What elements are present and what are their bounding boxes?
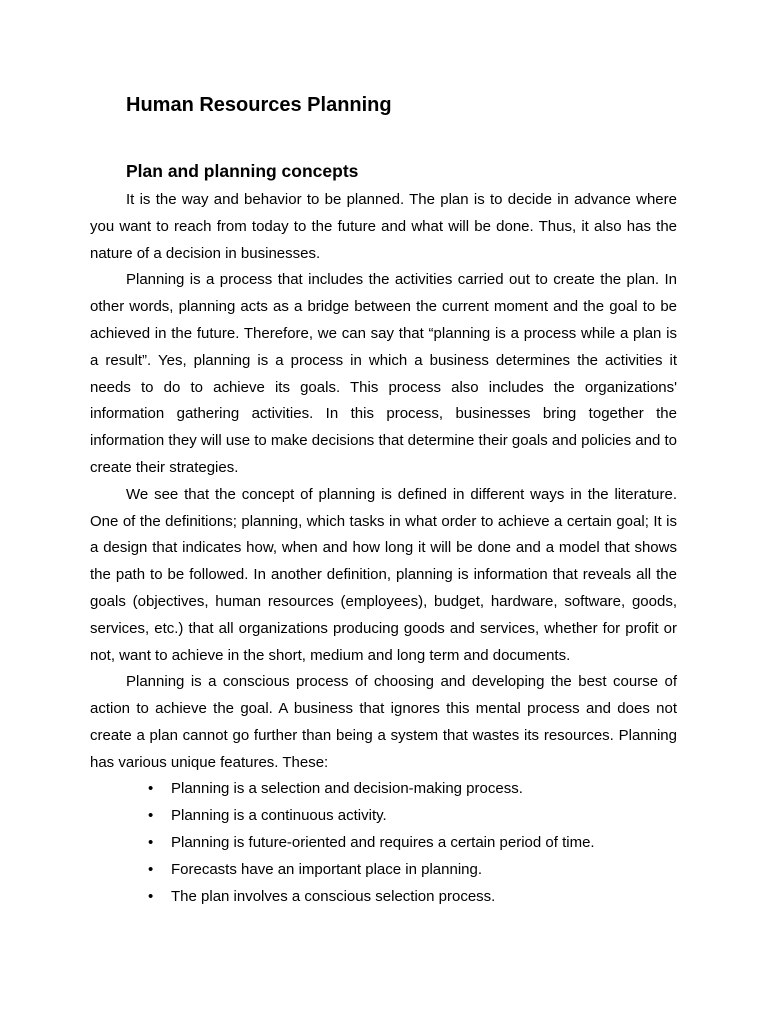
feature-list	[148, 775, 595, 910]
bullet-icon: •	[148, 807, 154, 824]
bullet-icon: •	[148, 861, 154, 878]
list-item	[148, 856, 595, 883]
list-item	[148, 775, 595, 802]
bullet-icon: •	[148, 888, 154, 905]
document-title: Human Resources Planning	[126, 94, 392, 116]
list-item	[148, 883, 595, 910]
list-item-text: Forecasts have an important place in planning.	[171, 861, 483, 878]
list-item-text: Planning is a selection and decision-making process.	[171, 780, 523, 797]
bullet-icon: •	[148, 834, 154, 851]
bullet-icon: •	[148, 780, 154, 797]
section-heading: Plan and planning concepts	[126, 161, 359, 181]
paragraph-3: We see that the concept of planning is defined in different ways in the literature. One of the definitions; planning, which tasks in what order to achieve a certain goal; It is a design that indicates how, when and how long it will be done and a model that shows the path to be followed. In another definition, planning is information that reveals all the goals (objectives, human resources (employees), budget, hardware, software, goods, services, etc.) that all organizations producing goods and services, whether for profit or not, want to achieve in the short, medium and long term and documents.	[90, 485, 677, 664]
list-item-text: The plan involves a conscious selection process.	[171, 888, 496, 905]
list-item-text: Planning is a continuous activity.	[171, 807, 387, 824]
paragraph-1: It is the way and behavior to be planned. The plan is to decide in advance where you want to reach from today to the future and what will be done. Thus, it also has the nature of a decision in businesses.	[90, 191, 677, 262]
list-item	[148, 829, 595, 856]
paragraph-4: Planning is a conscious process of choosing and developing the best course of action to achieve the goal. A business that ignores this mental process and does not create a plan cannot go further than being a system that wastes its resources. Planning has various unique features. These:	[90, 673, 677, 771]
body-text	[90, 187, 677, 777]
list-item	[148, 802, 595, 829]
list-item-text: Planning is future-oriented and requires a certain period of time.	[171, 834, 595, 851]
paragraph-2: Planning is a process that includes the activities carried out to create the plan. In other words, planning acts as a bridge between the current moment and the goal to be achieved in the future. Therefore, we can say that “planning is a process while a plan is a result”. Yes, planning is a process in which a business determines the activities it needs to do to achieve its goals. This process also includes the organizations' information gathering activities. In this process, businesses bring together the information they will use to make decisions that determine their goals and policies and to create their strategies.	[90, 271, 677, 476]
